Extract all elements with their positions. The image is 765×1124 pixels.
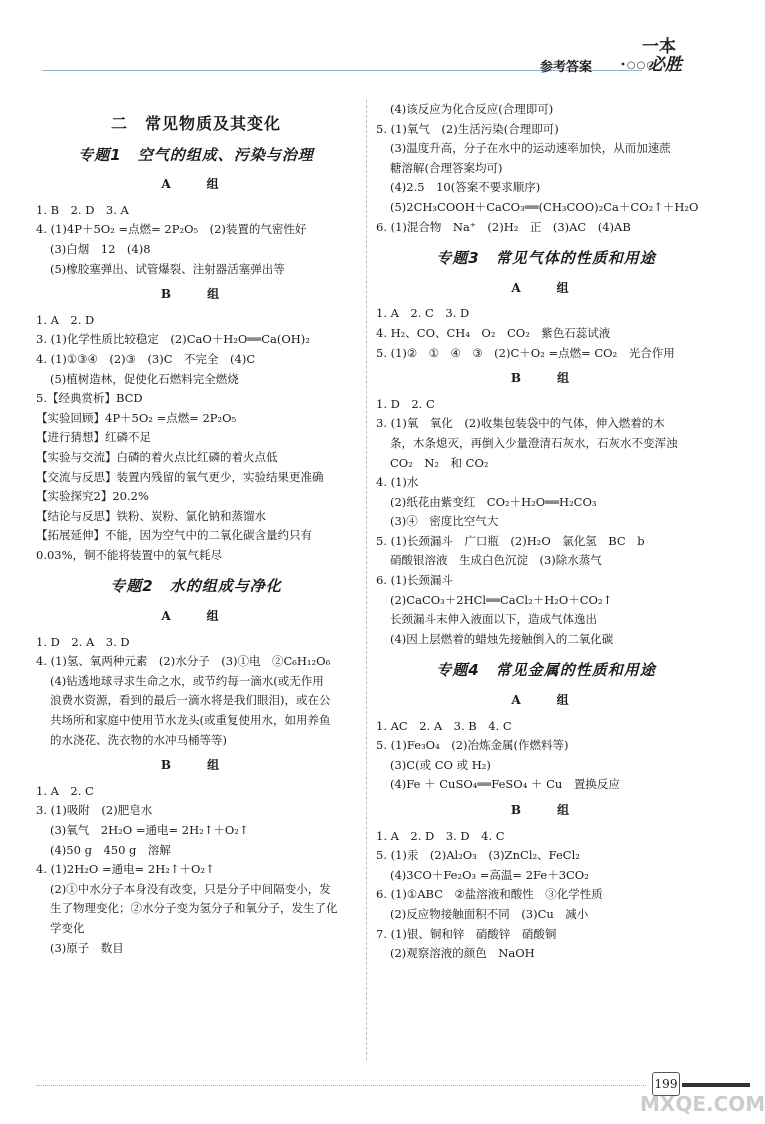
answer-line: 1. A 2. D 3. D 4. C	[376, 828, 505, 843]
topic-title: 专题3 常见气体的性质和用途	[436, 249, 656, 268]
header-dots: •○○○	[620, 60, 657, 71]
answer-list	[36, 633, 356, 751]
answer-line: 5.【经典赏析】BCD	[36, 391, 143, 406]
topic-title: 专题4 常见金属的性质和用途	[436, 661, 656, 680]
answer-line: (4)该反应为化合反应(合理即可)	[390, 102, 554, 116]
group-heading: A 组	[511, 693, 581, 708]
answer-line: (3)温度升高，分子在水中的运动速率加快，从而加速蔗	[390, 141, 671, 156]
answer-line: (5)2CH₃COOH＋CaCO₃══(CH₃COO)₂Ca＋CO₂↑＋H₂O	[390, 199, 699, 214]
answer-line: (4)3CO＋Fe₂O₃ =高温= 2Fe＋3CO₂	[390, 867, 589, 882]
answer-list	[376, 717, 716, 795]
group-heading: B 组	[160, 758, 232, 773]
page-number: 199	[652, 1072, 680, 1096]
answer-line: 5. (1)② ① ④ ③ (2)C＋O₂ =点燃= CO₂ 光合作用	[376, 345, 675, 360]
answer-line: 1. B 2. D 3. A	[36, 202, 129, 217]
answer-list	[36, 311, 356, 566]
answer-line: 5. (1)Fe₃O₄ (2)冶炼金属(作燃料等)	[376, 738, 569, 753]
answer-line: (2)观察溶液的颜色 NaOH	[390, 946, 535, 961]
left-column	[36, 100, 356, 958]
answer-line: 1. D 2. C	[376, 396, 435, 411]
header-label: 参考答案	[540, 60, 593, 75]
answer-list	[36, 782, 356, 958]
answer-line: (5)植树造林，促使化石燃料完全燃烧	[50, 371, 239, 386]
answer-line: (2)CaCO₃＋2HCl══CaCl₂＋H₂O＋CO₂↑	[390, 592, 613, 607]
answer-line: 4. (1)2H₂O =通电= 2H₂↑＋O₂↑	[36, 862, 215, 877]
answer-list	[376, 827, 716, 964]
answer-list	[376, 395, 716, 650]
answer-line: (4)钻透地球寻求生命之水，或节约每一滴水(或无作用	[50, 673, 324, 688]
answer-line: 学变化	[50, 920, 85, 935]
answer-line: 【结论与反思】铁粉、炭粉、氯化钠和蒸馏水	[36, 508, 266, 523]
answer-line: 4. (1)氢、氧两种元素 (2)水分子 (3)①电 ②C₆H₁₂O₆	[36, 654, 331, 669]
section-title: 二 常见物质及其变化	[110, 114, 281, 133]
answer-line: 的水浇花、洗衣物的水冲马桶等等)	[50, 732, 227, 747]
answer-line: 0.03%，铜不能将装置中的氧气耗尽	[36, 547, 223, 562]
answer-line: (4)50 g 450 g 溶解	[50, 842, 171, 857]
answer-line: 1. AC 2. A 3. B 4. C	[376, 718, 512, 733]
answer-line: 生了物理变化；②水分子变为氢分子和氧分子，发生了化	[50, 901, 338, 916]
answer-line: (4)2.5 10(答案不要求顺序)	[390, 180, 541, 195]
watermark: MXQE.COM	[640, 1092, 765, 1116]
answer-line: 硝酸银溶液 生成白色沉淀 (3)除水蒸气	[390, 553, 602, 568]
answer-line: 【实验与交流】白磷的着火点比红磷的着火点低	[36, 449, 278, 464]
answer-line: 【进行猜想】红磷不足	[36, 430, 151, 445]
answer-line: 条，木条熄灭，再倒入少量澄清石灰水，石灰水不变浑浊	[390, 435, 678, 450]
answer-line: (2)纸花由紫变红 CO₂＋H₂O══H₂CO₃	[390, 494, 597, 509]
column-divider	[366, 100, 367, 1060]
answer-line: (5)橡胶塞弹出、试管爆裂、注射器活塞弹出等	[50, 261, 285, 276]
answer-line: 5. (1)长颈漏斗 广口瓶 (2)H₂O 氯化氢 BC b	[376, 533, 645, 548]
answer-line: 长颈漏斗末伸入液面以下，造成气体逸出	[390, 612, 597, 627]
answer-line: (3)C(或 CO 或 H₂)	[390, 757, 491, 772]
answer-line: (3)氧气 2H₂O =通电= 2H₂↑＋O₂↑	[50, 823, 249, 837]
logo-line2: 必胜	[648, 55, 682, 75]
group-heading: A 组	[161, 609, 231, 624]
answer-line: 5. (1)汞 (2)Al₂O₃ (3)ZnCl₂、FeCl₂	[376, 848, 580, 863]
answer-line: (4)Fe ＋ CuSO₄══FeSO₄ ＋ Cu 置换反应	[390, 777, 620, 792]
topic-title: 专题1 空气的组成、污染与治理	[78, 145, 314, 164]
answer-line: 7. (1)银、铜和锌 硝酸锌 硝酸铜	[376, 926, 557, 941]
answer-line: (2)反应物接触面积不同 (3)Cu 减小	[390, 906, 589, 921]
answer-line: 【实验回顾】4P＋5O₂ =点燃= 2P₂O₅	[36, 410, 237, 425]
answer-line: 4. (1)水	[376, 475, 419, 490]
group-heading: B 组	[160, 287, 232, 302]
answer-line: (3)白烟 12 (4)8	[50, 241, 151, 256]
footer-rule	[36, 1085, 646, 1086]
answer-line: 3. (1)氧 氧化 (2)收集包装袋中的气体，伸入燃着的木	[376, 416, 665, 431]
answer-line: 6. (1)混合物 Na⁺ (2)H₂ 正 (3)AC (4)AB	[376, 219, 631, 234]
answer-line: 4. (1)①③④ (2)③ (3)C 不完全 (4)C	[36, 351, 256, 366]
group-heading: A 组	[161, 177, 231, 192]
answer-line: CO₂ N₂ 和 CO₂	[390, 455, 489, 470]
group-heading: B 组	[510, 803, 582, 817]
answer-line: 共场所和家庭中使用节水龙头(或重复使用水，如用养鱼	[50, 713, 331, 728]
answer-line: (3)原子 数目	[50, 940, 124, 955]
answer-line: 1. A 2. C	[36, 783, 94, 798]
group-heading: A 组	[511, 280, 581, 295]
answer-line: (2)①中水分子本身没有改变，只是分子中间隔变小，发	[50, 881, 331, 896]
topic-title: 专题2 水的组成与净化	[110, 577, 282, 596]
answer-line: 6. (1)①ABC ②盐溶液和酸性 ③化学性质	[376, 887, 603, 902]
answer-line: 1. A 2. C 3. D	[376, 306, 470, 321]
group-heading: B 组	[510, 371, 582, 386]
answer-line: 糖溶解(合理答案均可)	[390, 160, 503, 175]
answer-line: 3. (1)化学性质比较稳定 (2)CaO＋H₂O══Ca(OH)₂	[36, 332, 310, 347]
footer-bar	[682, 1083, 750, 1087]
answer-line: 1. D 2. A 3. D	[36, 634, 130, 649]
answer-list	[376, 100, 716, 237]
answer-line: 1. A 2. D	[36, 312, 95, 327]
brand-logo	[642, 38, 702, 88]
answer-line: 4. H₂、CO、CH₄ O₂ CO₂ 紫色石蕊试液	[376, 325, 611, 340]
answer-line: 6. (1)长颈漏斗	[376, 573, 453, 588]
answer-line: 3. (1)吸附 (2)肥皂水	[36, 803, 153, 818]
answer-list	[36, 201, 356, 279]
answer-list	[376, 304, 716, 363]
answer-line: 【交流与反思】装置内残留的氧气更少，实验结果更准确	[36, 469, 324, 484]
answer-line: 【拓展延伸】不能，因为空气中的二氧化碳含量约只有	[36, 528, 312, 543]
answer-line: 【实验探究2】20.2%	[36, 489, 149, 504]
answer-line: 5. (1)氧气 (2)生活污染(合理即可)	[376, 121, 559, 136]
answer-line: (3)④ 密度比空气大	[390, 514, 499, 529]
answer-line: 4. (1)4P＋5O₂ =点燃= 2P₂O₅ (2)装置的气密性好	[36, 222, 307, 237]
right-column	[376, 100, 716, 964]
answer-line: 浪费水资源，看到的最后一滴水将是我们眼泪)，或在公	[50, 693, 331, 708]
logo-line1: 一本	[642, 37, 676, 57]
answer-line: (4)因上层燃着的蜡烛先接触倒入的二氧化碳	[390, 631, 614, 646]
